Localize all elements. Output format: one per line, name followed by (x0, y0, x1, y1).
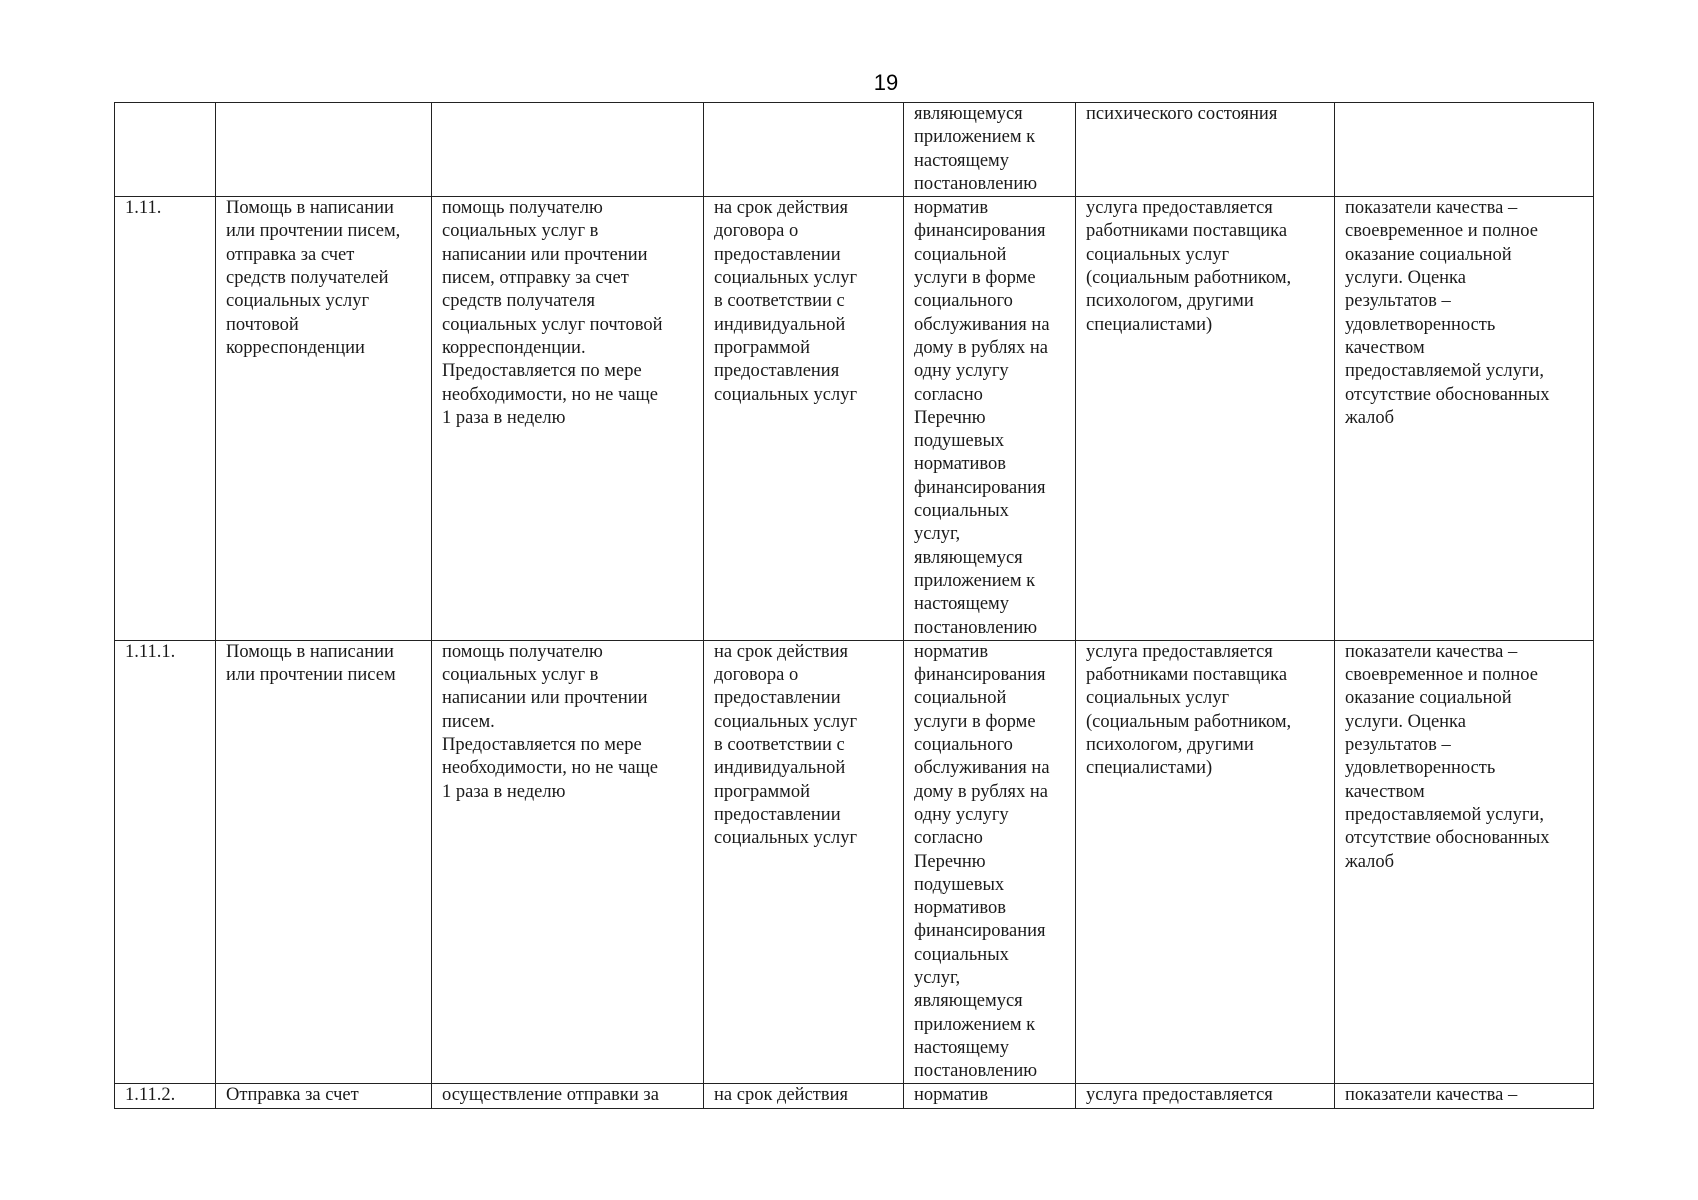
cell-quality-indicators: показатели качества – своевременное и полное оказание социальной услуги. Оценка результатов – удовлетворенность качеством предоставляемой услуги, отсутствие обоснованных жалоб (1335, 197, 1594, 641)
table-row (115, 197, 1594, 641)
cell-term: на срок действия (704, 1084, 904, 1108)
cell-funding-norm: являющемуся приложением к настоящему постановлению (904, 103, 1076, 197)
cell-term: на срок действия договора о предоставлении социальных услуг в соответствии с индивидуальной программой предоставлении социальных услуг (704, 640, 904, 1084)
cell-description (432, 103, 704, 197)
cell-number: 1.11.1. (115, 640, 216, 1084)
cell-provision-conditions: услуга предоставляется работниками поставщика социальных услуг (социальным работником, психологом, другими специалистами) (1076, 197, 1335, 641)
cell-term: на срок действия договора о предоставлении социальных услуг в соответствии с индивидуальной программой предоставления социальных услуг (704, 197, 904, 641)
cell-description: осуществление отправки за (432, 1084, 704, 1108)
cell-funding-norm: норматив финансирования социальной услуги в форме социального обслуживания на дому в рублях на одну услугу согласно Перечню подушевых нормативов финансирования социальных услуг, являющемуся приложением к настоящему постановлению (904, 197, 1076, 641)
cell-service-name (216, 103, 432, 197)
cell-service-name: Помощь в написании или прочтении писем, отправка за счет средств получателей социальных услуг почтовой корреспонденции (216, 197, 432, 641)
page-number: 19 (873, 70, 899, 95)
table-row (115, 640, 1594, 1084)
cell-service-name: Отправка за счет (216, 1084, 432, 1108)
cell-term (704, 103, 904, 197)
cell-funding-norm: норматив (904, 1084, 1076, 1108)
cell-quality-indicators: показатели качества – своевременное и полное оказание социальной услуги. Оценка результатов – удовлетворенность качеством предоставляемой услуги, отсутствие обоснованных жалоб (1335, 640, 1594, 1084)
cell-quality-indicators: показатели качества – (1335, 1084, 1594, 1108)
cell-number: 1.11.2. (115, 1084, 216, 1108)
cell-description: помощь получателю социальных услуг в написании или прочтении писем. Предоставляется по мере необходимости, но не чаще 1 раза в неделю (432, 640, 704, 1084)
cell-number (115, 103, 216, 197)
cell-service-name: Помощь в написании или прочтении писем (216, 640, 432, 1084)
cell-provision-conditions: психического состояния (1076, 103, 1335, 197)
cell-description: помощь получателю социальных услуг в написании или прочтении писем, отправку за счет средств получателя социальных услуг почтовой корреспонденции. Предоставляется по мере необходимости, но не чаще 1 раза в неделю (432, 197, 704, 641)
cell-provision-conditions: услуга предоставляется работниками поставщика социальных услуг (социальным работником, психологом, другими специалистами) (1076, 640, 1335, 1084)
cell-quality-indicators (1335, 103, 1594, 197)
table-row (115, 1084, 1594, 1108)
table-row-continued (115, 103, 1594, 197)
cell-funding-norm: норматив финансирования социальной услуги в форме социального обслуживания на дому в рублях на одну услугу согласно Перечню подушевых нормативов финансирования социальных услуг, являющемуся приложением к настоящему постановлению (904, 640, 1076, 1084)
services-table (114, 102, 1594, 1109)
cell-number: 1.11. (115, 197, 216, 641)
cell-provision-conditions: услуга предоставляется (1076, 1084, 1335, 1108)
